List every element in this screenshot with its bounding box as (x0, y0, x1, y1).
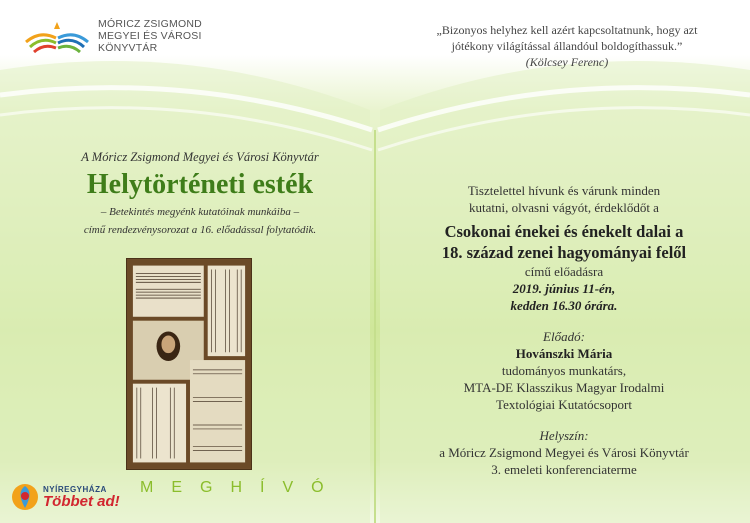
city-logo (10, 482, 120, 512)
series-line1: – Betekintés megyénk kutatóinak munkáiba – (100, 206, 300, 218)
library-name-line3: KÖNYVTÁR (98, 42, 158, 54)
book-logo-icon (22, 16, 92, 54)
venue-line1: a Móricz Zsigmond Megyei és Városi Könyvtár (439, 445, 689, 460)
venue-line2: 3. emeleti konferenciaterme (491, 462, 637, 477)
intro-line1: Tisztelettel hívunk és várunk minden (467, 183, 661, 198)
library-logo (22, 16, 202, 54)
speaker-role: tudományos munkatárs, (501, 363, 627, 378)
event-time: kedden 16.30 órára. (510, 298, 618, 313)
event-details-block (390, 182, 738, 478)
organizer-line: A Móricz Zsigmond Megyei és Városi Könyvtár (81, 150, 319, 164)
library-name (98, 18, 202, 54)
lecture-title-line2: 18. század zenei hagyományai felől (441, 243, 687, 262)
city-slogan: Többet ad! (43, 492, 120, 510)
library-name-line1: MÓRICZ ZSIGMOND (98, 18, 202, 30)
manuscript-image (126, 258, 252, 470)
series-line2: című rendezvénysorozat a 16. előadással folytatódik. (83, 224, 317, 236)
speaker-name: Hovánszki Mária (515, 346, 613, 361)
quote-author: (Kölcsey Ferenc) (525, 55, 609, 69)
event-series-block (30, 150, 370, 237)
intro-line2: kutatni, olvasni vágyót, érdeklődőt a (469, 200, 659, 215)
quote-block (402, 22, 732, 70)
series-title: Helytörténeti esték (86, 169, 314, 200)
lecture-title-line1: Csokonai énekei és énekelt dalai a (444, 222, 684, 241)
quote-line2: jótékony világítással állandóul boldogíthassuk.” (451, 39, 683, 53)
city-emblem-icon (10, 482, 40, 512)
speaker-org-line2: Textológiai Kutatócsoport (496, 397, 632, 412)
city-name: NYÍREGYHÁZA (43, 484, 107, 494)
venue-label: Helyszín: (539, 428, 589, 443)
speaker-org-line1: MTA-DE Klasszikus Magyar Irodalmi (463, 380, 665, 395)
manuscript-collage-illustration (127, 259, 251, 469)
invitation-word: MEGHÍVÓ (140, 479, 342, 496)
library-name-line2: MEGYEI ÉS VÁROSI (98, 30, 202, 42)
quote-line1: „Bizonyos helyhez kell azért kapcsoltatnunk, hogy azt (436, 23, 698, 37)
speaker-label: Előadó: (543, 329, 585, 344)
event-date: 2019. június 11-én, (512, 281, 616, 296)
lecture-suffix: című előadásra (524, 264, 604, 279)
